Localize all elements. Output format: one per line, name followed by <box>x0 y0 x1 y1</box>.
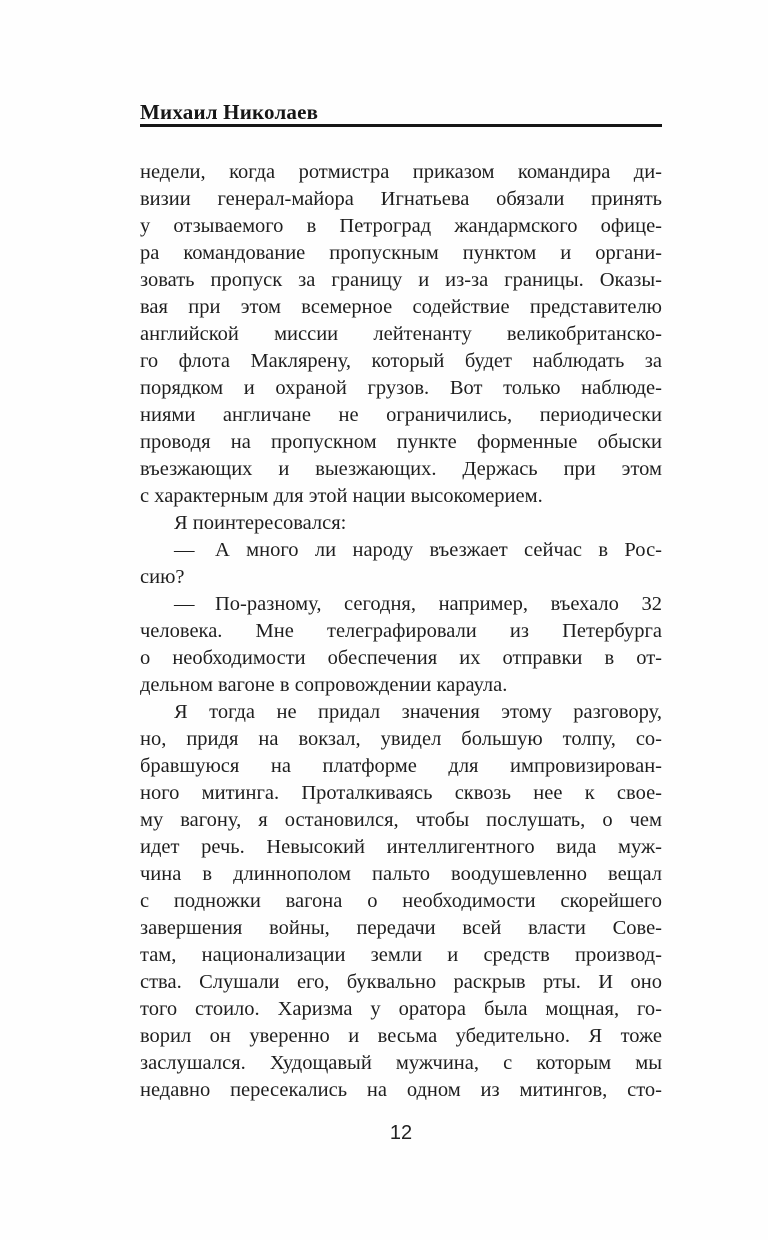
text-line: недели, когда ротмистра приказом командира ди- <box>140 161 662 183</box>
text-line: въезжающих и выезжающих. Держась при этом <box>140 458 662 480</box>
text-line: дельном вагоне в сопровождении караула. <box>140 674 508 696</box>
text-line: того стоило. Харизма у оратора была мощная, го- <box>140 998 662 1020</box>
paragraph <box>140 159 662 510</box>
text-line: Я поинтересовался: <box>174 512 347 534</box>
text-line: сию? <box>140 566 185 588</box>
text-line: там, национализации земли и средств производ- <box>140 944 662 966</box>
paragraph <box>140 510 662 537</box>
text-line: му вагону, я остановился, чтобы послушать, о чем <box>140 809 662 831</box>
running-header <box>140 100 662 124</box>
text-line: с подножки вагона о необходимости скорейшего <box>140 890 662 912</box>
text-line: — А много ли народу въезжает сейчас в Рос- <box>174 539 662 561</box>
paragraph <box>140 591 662 699</box>
text-line: у отзываемого в Петроград жандармского офице- <box>140 215 662 237</box>
text-line: — По-разному, сегодня, например, въехало 32 <box>174 593 662 615</box>
text-line: зовать пропуск за границу и из-за границы. Оказы- <box>140 269 662 291</box>
header-rule <box>140 124 662 127</box>
text-line: английской миссии лейтенанту великобританско- <box>140 323 662 345</box>
text-line: недавно пересекались на одном из митингов, сто- <box>140 1079 662 1101</box>
author-name: Михаил Николаев <box>140 100 319 124</box>
text-line: бравшуюся на платформе для импровизирован- <box>140 755 662 777</box>
text-line: чина в длиннополом пальто воодушевленно вещал <box>140 863 662 885</box>
text-line: ного митинга. Проталкиваясь сквозь нее к свое- <box>140 782 662 804</box>
text-line: о необходимости обеспечения их отправки в от- <box>140 647 662 669</box>
text-line: ворил он уверенно и весьма убедительно. Я тоже <box>140 1025 662 1047</box>
text-line: но, придя на вокзал, увидел большую толпу, со- <box>140 728 662 750</box>
text-line: завершения войны, передачи всей власти Сове- <box>140 917 662 939</box>
text-line: ниями англичане не ограничились, периодически <box>140 404 662 426</box>
text-line: идет речь. Невысокий интеллигентного вида муж- <box>140 836 662 858</box>
paragraph <box>140 699 662 1104</box>
text-line: человека. Мне телеграфировали из Петербурга <box>140 620 662 642</box>
text-line: ра командование пропускным пунктом и органи- <box>140 242 662 264</box>
text-line: визии генерал-майора Игнатьева обязали принять <box>140 188 662 210</box>
paragraph <box>140 537 662 591</box>
text-line: с характерным для этой нации высокомерием. <box>140 485 543 507</box>
text-line: ства. Слушали его, буквально раскрыв рты. И оно <box>140 971 662 993</box>
body-text <box>140 159 662 1104</box>
text-line: Я тогда не придал значения этому разговору, <box>174 701 662 723</box>
text-line: порядком и охраной грузов. Вот только наблюде- <box>140 377 662 399</box>
page-number: 12 <box>389 1122 413 1144</box>
text-line: проводя на пропускном пункте форменные обыски <box>140 431 662 453</box>
text-line: го флота Маклярену, который будет наблюдать за <box>140 350 662 372</box>
text-line: вая при этом всемерное содействие представителю <box>140 296 662 318</box>
text-line: заслушался. Худощавый мужчина, с которым мы <box>140 1052 662 1074</box>
